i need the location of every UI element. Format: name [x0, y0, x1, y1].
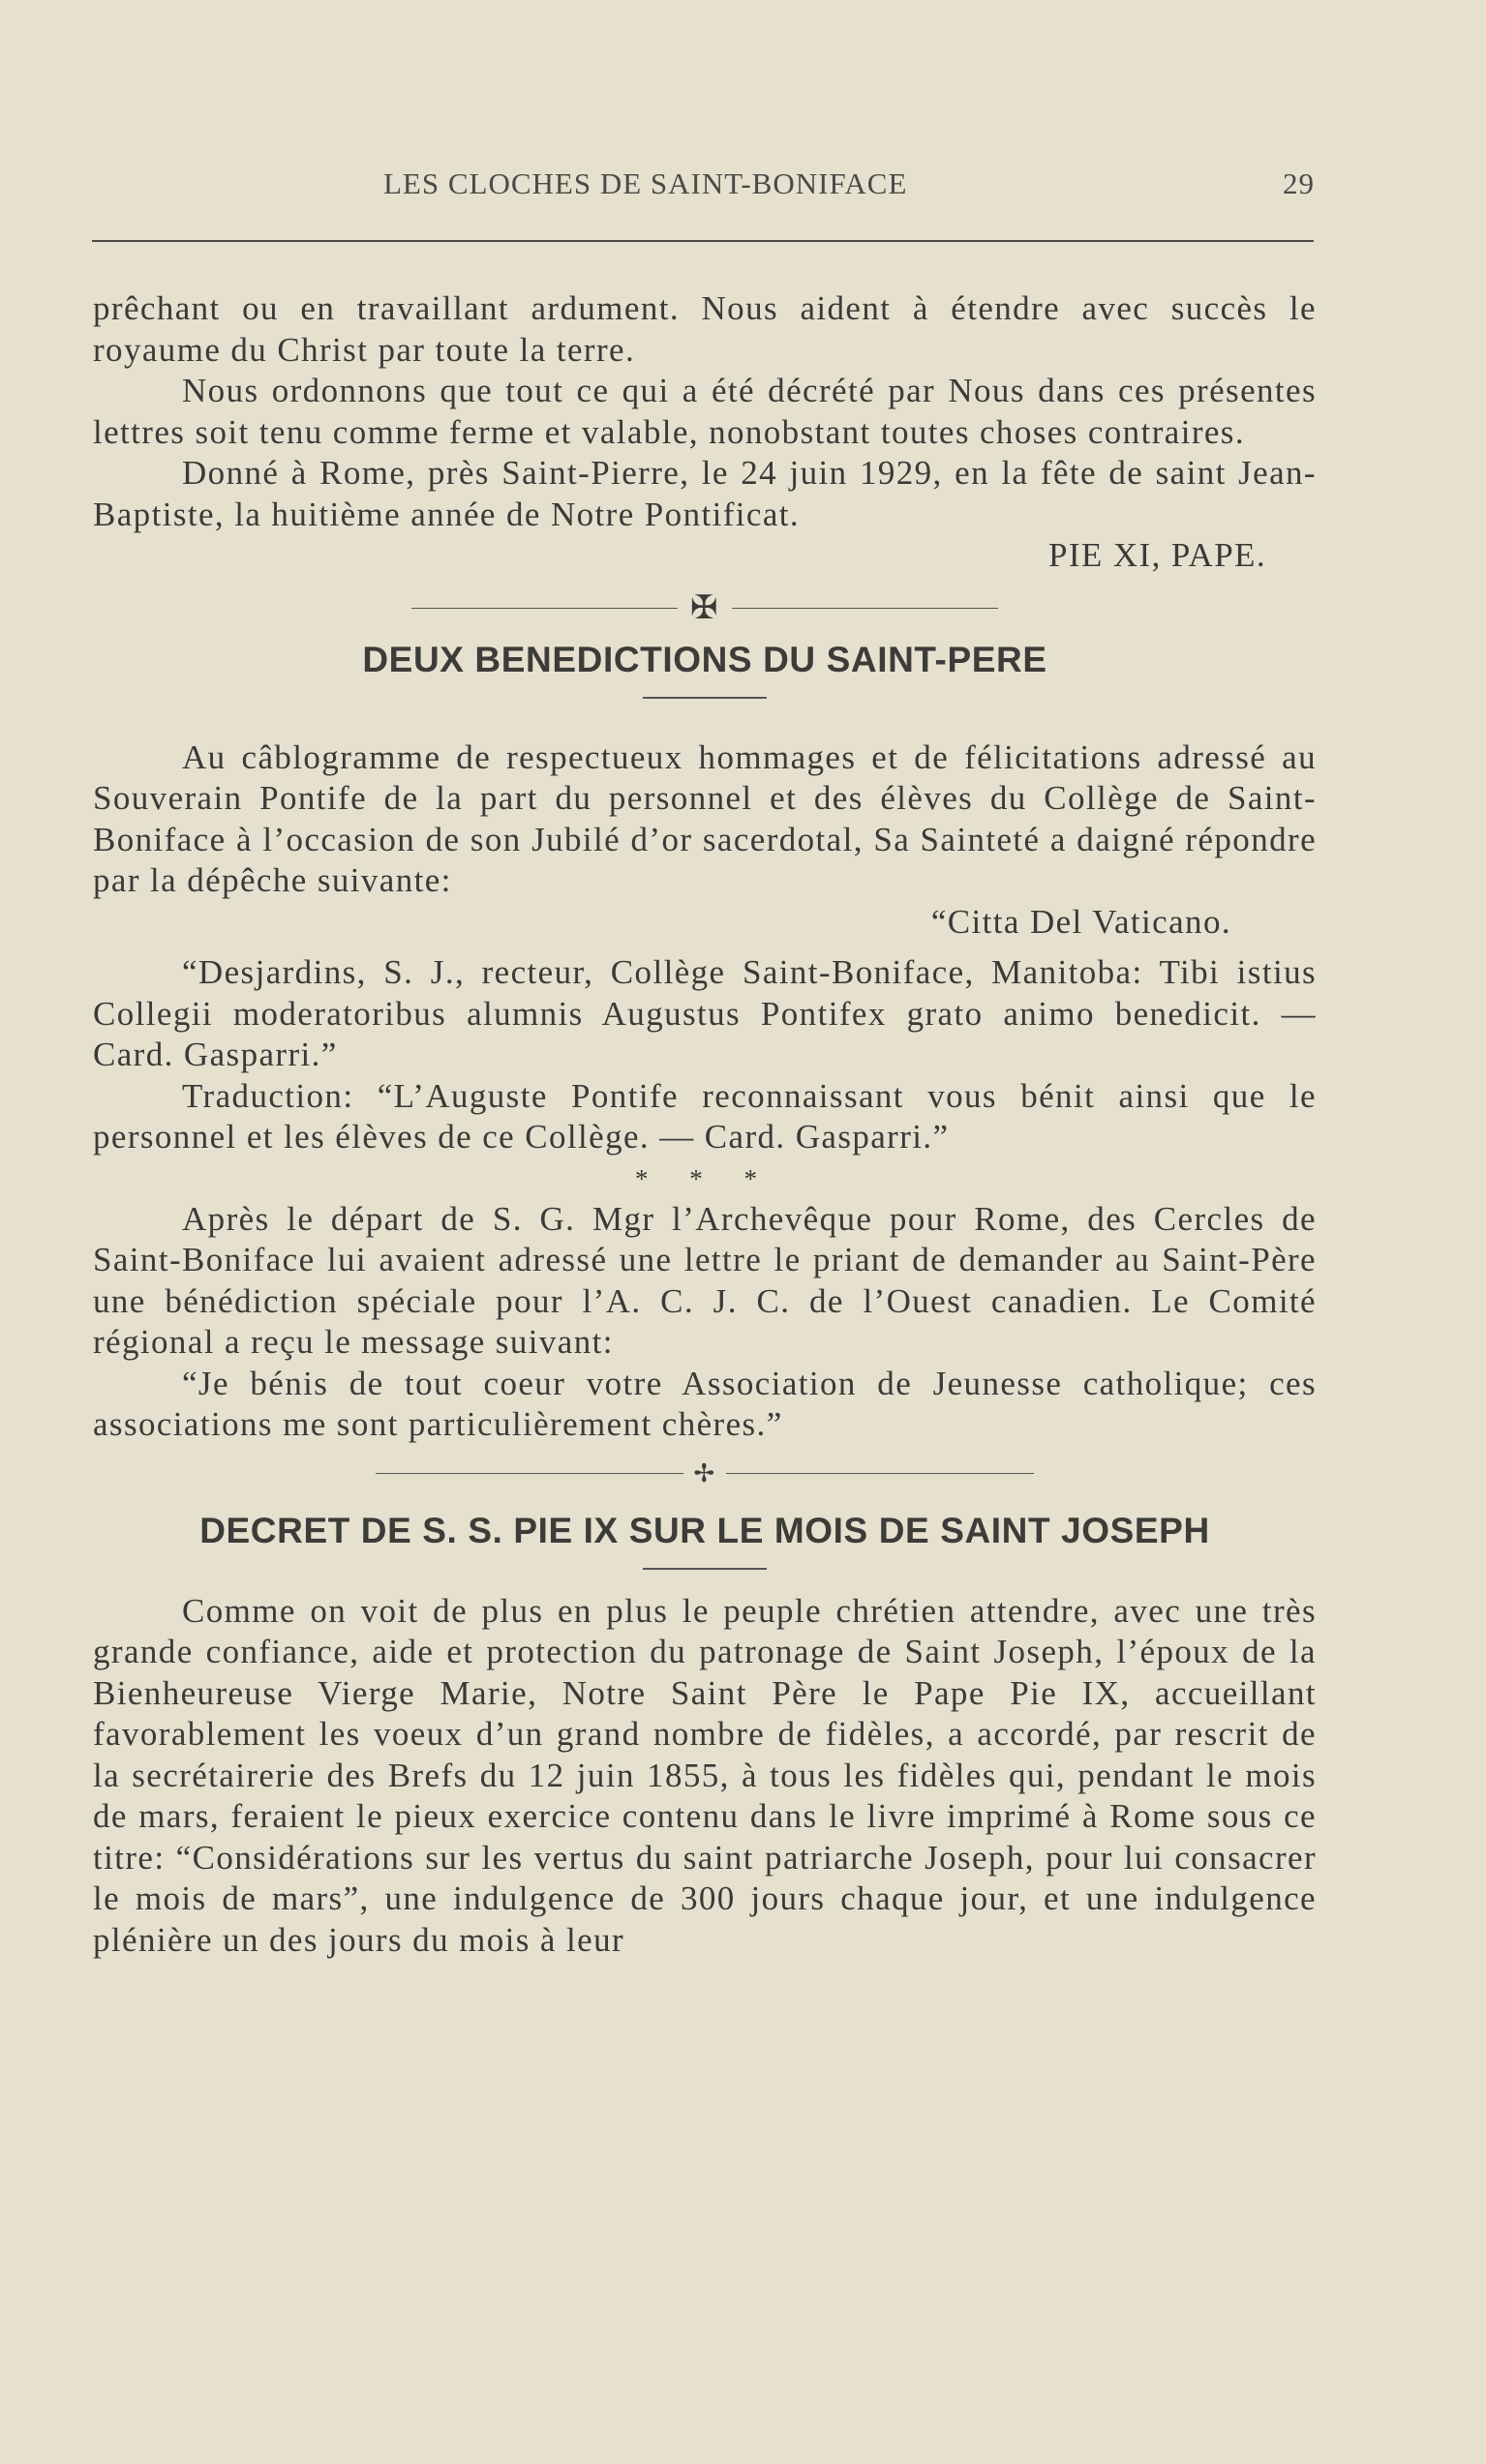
paragraph-traduction: Traduction: “L’Auguste Pontife reconnaissant vous bénit ainsi que le personnel et les élèves de ce Collège. — Card. Gasparri.” — [93, 1076, 1317, 1156]
page-content — [93, 288, 1317, 1961]
paragraph-cablogramme: Au câblogramme de respectueux hommages et de félicitations adressé au Souverain Pontife de la part du personnel et des élèves du Collège de Saint-Boniface à l’occasion de son Jubilé d’or sacerdotal, Sa Sainteté a daigné répondre par la dépêche suivante: — [93, 737, 1317, 899]
cross-ornament-icon: ✢ — [693, 1458, 716, 1487]
dateline: “Citta Del Vaticano. — [930, 902, 1231, 941]
divider-line-right — [726, 1473, 1034, 1474]
page-number: 29 — [1283, 166, 1315, 200]
asterism: * * * — [635, 1163, 774, 1193]
divider-line-left — [411, 608, 678, 609]
title-underline — [643, 1568, 767, 1570]
running-title: LES CLOCHES DE SAINT-BONIFACE — [383, 166, 908, 200]
section-title-benedictions: DEUX BENEDICTIONS DU SAINT-PERE — [362, 639, 1047, 679]
page-header — [95, 166, 1315, 215]
paragraph-decret: Comme on voit de plus en plus le peuple chrétien attendre, avec une très grande confiance, aide et protection du patronage de Saint Joseph, l’époux de la Bienheureuse Vierge Marie, Notre Saint Père le Pape Pie IX, accueillant favorablement les voeux d’un grand nombre de fidèles, a accordé, par rescrit de la secrétairerie des Brefs du 12 juin 1855, à tous les fidèles qui, pendant le mois de mars, feraient le pieux exercice contenu dans le livre imprimé à Rome sous ce titre: “Considérations sur les vertus du saint patriarche Joseph, pour lui consacrer le mois de mars”, une indulgence de 300 jours chaque jour, et une indulgence plénière un des jours du mois à leur — [93, 1591, 1317, 1959]
section-title-decret: DECRET DE S. S. PIE IX SUR LE MOIS DE SAINT JOSEPH — [199, 1510, 1210, 1550]
section-divider — [93, 585, 1317, 633]
papal-signature: PIE XI, PAPE. — [1047, 536, 1266, 574]
paragraph-depart: Après le départ de S. G. Mgr l’Archevêque pour Rome, des Cercles de Saint-Boniface lui avaient adressé une lettre le priant de demander au Saint-Père une bénédiction spéciale pour l’A. C. J. C. de l’Ouest canadien. Le Comité régional a reçu le message suivant: — [93, 1199, 1317, 1361]
paragraph-message: “Je bénis de tout coeur votre Association de Jeunesse catholique; ces associations me sont particulièrement chères.” — [93, 1364, 1317, 1443]
paragraph-intro: prêchant ou en travaillant ardument. Nous aident à étendre avec succès le royaume du Christ par toute la terre. — [93, 289, 1317, 369]
paragraph-ordonnons: Nous ordonnons que tout ce qui a été décrété par Nous dans ces présentes lettres soit tenu comme ferme et valable, nonobstant toutes choses contraires. — [93, 372, 1317, 451]
section-divider-2 — [93, 1450, 1317, 1498]
paragraph-donne: Donné à Rome, près Saint-Pierre, le 24 juin 1929, en la fête de saint Jean-Baptiste, la huitième année de Notre Pontificat. — [93, 454, 1317, 533]
title-underline — [643, 697, 767, 699]
paragraph-telegram: “Desjardins, S. J., recteur, Collège Saint-Boniface, Manitoba: Tibi istius Collegii moderatoribus alumnis Augustus Pontifex grato animo benedicit. — Card. Gasparri.” — [93, 953, 1317, 1073]
maltese-cross-icon: ✠ — [690, 589, 719, 626]
header-rule — [92, 240, 1314, 242]
divider-line-left — [376, 1473, 683, 1474]
divider-line-right — [732, 608, 998, 609]
